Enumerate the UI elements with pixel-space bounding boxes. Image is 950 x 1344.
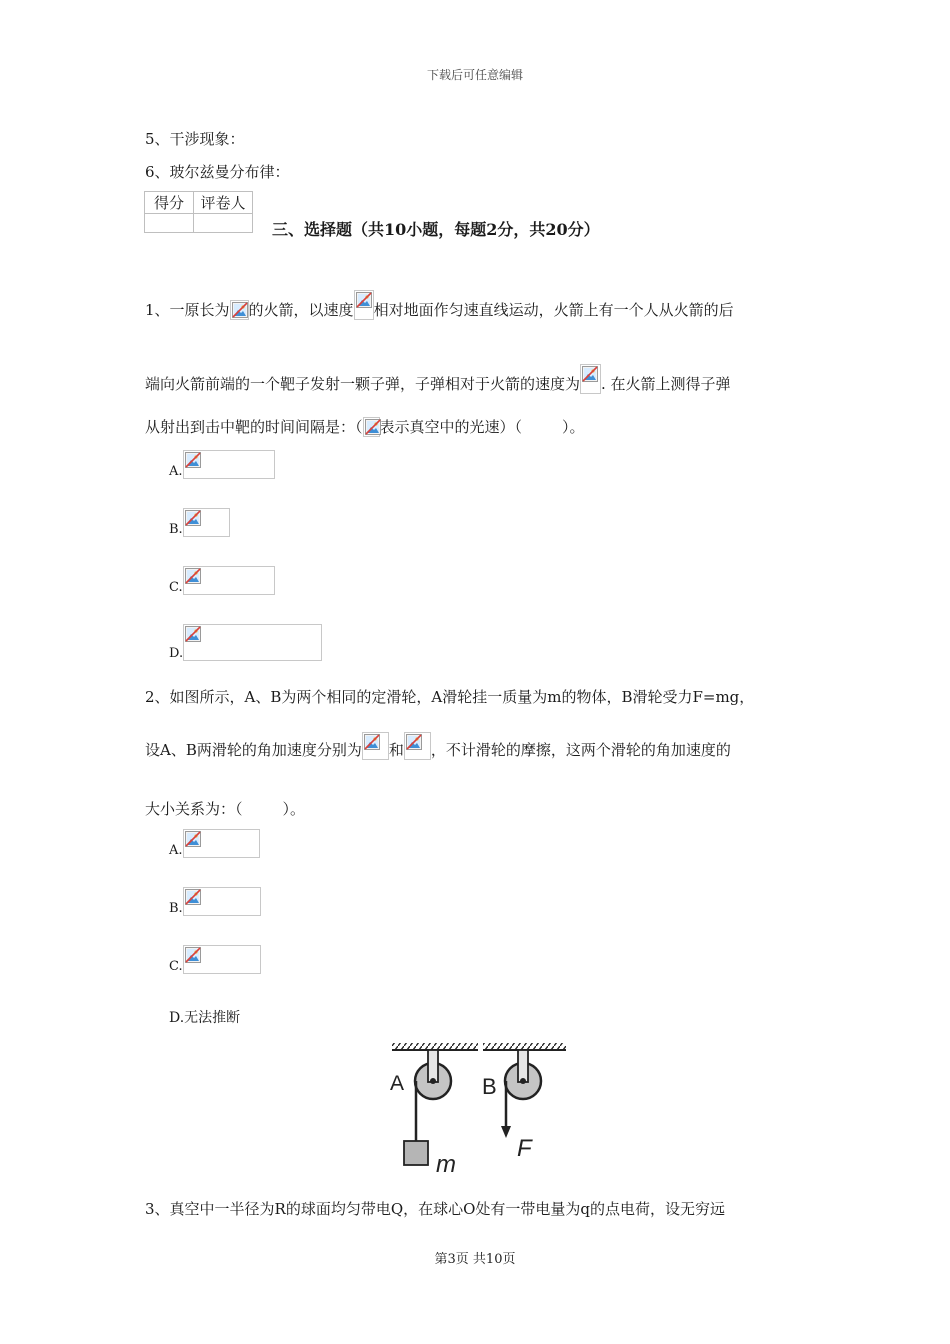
label-b: B <box>482 1074 497 1099</box>
image-placeholder <box>183 624 322 661</box>
broken-image-icon <box>365 419 381 435</box>
image-placeholder <box>362 732 389 760</box>
broken-image-icon <box>185 626 201 642</box>
q1-line-2: 端向火箭前端的一个靶子发射一颗子弹，子弹相对于火箭的速度为 . 在火箭上测得子弹 <box>145 364 731 394</box>
q1-option-b[interactable]: B. <box>169 508 230 537</box>
broken-image-icon <box>582 366 598 382</box>
q1-line-3: 从射出到击中靶的时间间隔是：（ 表示真空中的光速）（ ）。 <box>145 418 585 436</box>
image-placeholder <box>230 300 249 320</box>
broken-image-icon <box>185 510 201 526</box>
score-table <box>144 191 253 233</box>
image-placeholder <box>183 945 261 974</box>
image-placeholder <box>183 829 260 858</box>
grader-header: 评卷人 <box>194 192 253 214</box>
grader-cell <box>194 214 253 233</box>
broken-image-icon <box>364 734 380 750</box>
pulley-figure <box>380 1038 580 1178</box>
term-interference: 5、干涉现象： <box>145 130 245 148</box>
broken-image-icon <box>185 568 201 584</box>
label-f: F <box>517 1135 532 1162</box>
image-placeholder <box>183 450 275 479</box>
image-placeholder <box>580 364 601 394</box>
image-placeholder <box>404 732 431 760</box>
broken-image-icon <box>232 302 248 318</box>
q2-line-2: 设A、B两滑轮的角加速度分别为 和 ，不计滑轮的摩擦，这两个滑轮的角加速度的 <box>145 732 731 760</box>
label-m: m <box>436 1151 456 1178</box>
image-placeholder <box>183 508 230 537</box>
pulley-a <box>415 1050 451 1141</box>
q2-line-3: 大小关系为：（ ）。 <box>145 800 306 818</box>
broken-image-icon <box>185 452 201 468</box>
broken-image-icon <box>185 947 201 963</box>
mass-block <box>404 1141 428 1165</box>
q2-option-a[interactable]: A. <box>169 829 260 858</box>
q2-option-b[interactable]: B. <box>169 887 261 916</box>
score-header: 得分 <box>145 192 194 214</box>
broken-image-icon <box>406 734 422 750</box>
label-a: A <box>390 1072 405 1095</box>
q1-option-a[interactable]: A. <box>169 450 275 479</box>
page-header: 下载后可任意编辑 <box>426 68 523 82</box>
broken-image-icon <box>185 831 201 847</box>
q3-line-1: 3、真空中一半径为R的球面均匀带电Q，在球心O处有一带电量为q的点电荷，设无穷远 <box>145 1200 726 1218</box>
image-placeholder <box>354 290 374 320</box>
ceiling-b <box>483 1043 566 1050</box>
image-placeholder <box>363 417 380 437</box>
broken-image-icon <box>185 889 201 905</box>
q1-line-1: 1、一原长为 的火箭，以速度 相对地面作匀速直线运动，火箭上有一个人从火箭的后 <box>145 290 734 320</box>
q2-option-c[interactable]: C. <box>169 945 261 974</box>
section-title: 三、选择题（共10小题，每题2分，共20分） <box>272 220 600 239</box>
ceiling-a <box>392 1043 478 1050</box>
image-placeholder <box>183 887 261 916</box>
broken-image-icon <box>356 292 372 308</box>
term-boltzmann: 6、玻尔兹曼分布律： <box>145 163 290 181</box>
image-placeholder <box>183 566 275 595</box>
q1-option-d[interactable]: D. <box>169 624 322 661</box>
q1-option-c[interactable]: C. <box>169 566 275 595</box>
score-cell <box>145 214 194 233</box>
pulley-b <box>501 1050 541 1138</box>
q2-option-d[interactable]: D.无法推断 <box>169 1010 241 1026</box>
page-footer: 第3页 共10页 <box>434 1252 516 1267</box>
q2-line-1: 2、如图所示，A、B为两个相同的定滑轮，A滑轮挂一质量为m的物体，B滑轮受力F=mg， <box>145 688 755 706</box>
